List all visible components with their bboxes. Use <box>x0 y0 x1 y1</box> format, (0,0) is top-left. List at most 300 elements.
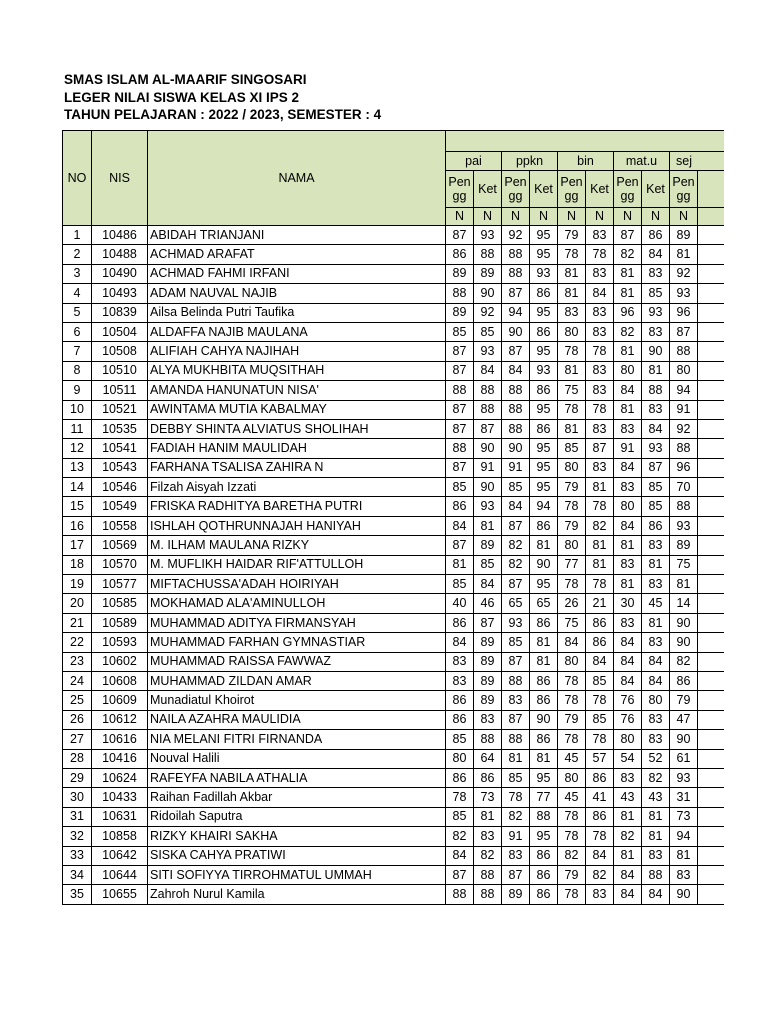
table-row <box>63 807 725 826</box>
cell-score: 86 <box>530 691 558 710</box>
cell-score: 76 <box>614 691 642 710</box>
cell-score: 84 <box>614 516 642 535</box>
cell-score: 78 <box>586 730 614 749</box>
table-row <box>63 516 725 535</box>
cell-score: 86 <box>530 613 558 632</box>
cell-score: 96 <box>670 303 698 322</box>
cell-score: 81 <box>558 284 586 303</box>
table-row <box>63 536 725 555</box>
cell-score: 95 <box>530 458 558 477</box>
cell-score: 84 <box>558 633 586 652</box>
header-n <box>698 208 725 226</box>
header-subject-sej: sej <box>670 152 725 171</box>
cell-score: 93 <box>474 497 502 516</box>
cell-score: 81 <box>614 807 642 826</box>
header-nis: NIS <box>92 131 148 226</box>
cell-score: 76 <box>614 710 642 729</box>
cell-score: 92 <box>502 226 530 245</box>
table-row <box>63 381 725 400</box>
cell-score: 88 <box>502 381 530 400</box>
header-ket <box>698 171 725 208</box>
header-n: N <box>670 208 698 226</box>
cell-score: 90 <box>474 284 502 303</box>
cell-score: 31 <box>670 788 698 807</box>
cell-nama: DEBBY SHINTA ALVIATUS SHOLIHAH <box>148 419 446 438</box>
cell-no: 2 <box>63 245 92 264</box>
cell-score: 89 <box>446 303 474 322</box>
table-row <box>63 865 725 884</box>
cell-nama: Raihan Fadillah Akbar <box>148 788 446 807</box>
table-row <box>63 303 725 322</box>
cell-score: 82 <box>502 807 530 826</box>
cell-score: 73 <box>670 807 698 826</box>
cell-score <box>698 846 725 865</box>
cell-score: 86 <box>530 419 558 438</box>
cell-score: 89 <box>474 264 502 283</box>
cell-score: 82 <box>502 536 530 555</box>
cell-score <box>698 768 725 787</box>
cell-score: 83 <box>642 846 670 865</box>
cell-score: 85 <box>446 322 474 341</box>
cell-score: 86 <box>530 322 558 341</box>
cell-score <box>698 865 725 884</box>
cell-score: 83 <box>446 671 474 690</box>
cell-score: 78 <box>558 885 586 904</box>
cell-no: 16 <box>63 516 92 535</box>
cell-nama: SITI SOFIYYA TIRROHMATUL UMMAH <box>148 865 446 884</box>
cell-score: 78 <box>558 827 586 846</box>
header-peng: Pengg <box>446 171 474 208</box>
cell-score: 88 <box>474 381 502 400</box>
cell-score: 84 <box>642 652 670 671</box>
cell-score: 86 <box>670 671 698 690</box>
header-nama: NAMA <box>148 131 446 226</box>
cell-score: 81 <box>614 342 642 361</box>
cell-score: 93 <box>474 342 502 361</box>
cell-score <box>698 497 725 516</box>
cell-score: 96 <box>614 303 642 322</box>
cell-score: 87 <box>502 342 530 361</box>
cell-score: 89 <box>446 264 474 283</box>
cell-score: 81 <box>670 846 698 865</box>
cell-no: 35 <box>63 885 92 904</box>
header-subject-bin: bin <box>558 152 614 171</box>
cell-score <box>698 342 725 361</box>
cell-score: 80 <box>558 322 586 341</box>
cell-score: 85 <box>586 710 614 729</box>
table-row <box>63 322 725 341</box>
cell-score: 88 <box>502 419 530 438</box>
cell-score: 83 <box>642 400 670 419</box>
cell-score: 70 <box>670 478 698 497</box>
cell-score: 91 <box>502 827 530 846</box>
cell-score: 94 <box>670 381 698 400</box>
cell-score: 84 <box>642 671 670 690</box>
cell-no: 27 <box>63 730 92 749</box>
cell-score <box>698 439 725 458</box>
cell-score: 84 <box>586 284 614 303</box>
cell-nis: 10546 <box>92 478 148 497</box>
cell-score <box>698 419 725 438</box>
cell-score: 81 <box>642 827 670 846</box>
header-subject-ppkn: ppkn <box>502 152 558 171</box>
table-row <box>63 497 725 516</box>
cell-score: 88 <box>446 885 474 904</box>
cell-score: 86 <box>642 516 670 535</box>
cell-score: 84 <box>614 652 642 671</box>
cell-score: 87 <box>502 710 530 729</box>
cell-no: 19 <box>63 575 92 594</box>
cell-score: 85 <box>642 284 670 303</box>
cell-score: 89 <box>670 226 698 245</box>
cell-nama: ALIFIAH CAHYA NAJIHAH <box>148 342 446 361</box>
cell-score: 78 <box>446 788 474 807</box>
cell-nis: 10493 <box>92 284 148 303</box>
cell-score: 84 <box>586 652 614 671</box>
cell-score <box>698 730 725 749</box>
cell-score: 78 <box>586 400 614 419</box>
cell-score: 93 <box>670 768 698 787</box>
cell-score: 83 <box>558 303 586 322</box>
cell-nis: 10616 <box>92 730 148 749</box>
cell-nis: 10608 <box>92 671 148 690</box>
cell-score: 81 <box>558 264 586 283</box>
header-n: N <box>530 208 558 226</box>
cell-nis: 10593 <box>92 633 148 652</box>
table-row <box>63 458 725 477</box>
cell-score: 85 <box>474 322 502 341</box>
cell-score: 85 <box>502 478 530 497</box>
header-n: N <box>614 208 642 226</box>
cell-no: 18 <box>63 555 92 574</box>
cell-nama: AWINTAMA MUTIA KABALMAY <box>148 400 446 419</box>
cell-score: 87 <box>474 613 502 632</box>
cell-score <box>698 555 725 574</box>
cell-score: 81 <box>614 575 642 594</box>
cell-score: 86 <box>446 710 474 729</box>
cell-score: 81 <box>586 536 614 555</box>
cell-score: 95 <box>530 342 558 361</box>
cell-nis: 10508 <box>92 342 148 361</box>
cell-score: 85 <box>474 555 502 574</box>
cell-score: 83 <box>586 885 614 904</box>
header-ket: Ket <box>586 171 614 208</box>
cell-nama: FRISKA RADHITYA BARETHA PUTRI <box>148 497 446 516</box>
cell-score: 88 <box>446 284 474 303</box>
cell-score: 86 <box>530 284 558 303</box>
cell-score: 80 <box>670 361 698 380</box>
cell-score: 80 <box>614 497 642 516</box>
cell-score: 82 <box>586 516 614 535</box>
cell-no: 7 <box>63 342 92 361</box>
cell-score: 93 <box>642 439 670 458</box>
cell-score: 80 <box>558 768 586 787</box>
cell-nama: Ailsa Belinda Putri Taufika <box>148 303 446 322</box>
table-row <box>63 749 725 768</box>
cell-score: 40 <box>446 594 474 613</box>
cell-score <box>698 536 725 555</box>
cell-score: 83 <box>502 691 530 710</box>
cell-score: 90 <box>502 439 530 458</box>
cell-score: 89 <box>474 691 502 710</box>
table-row <box>63 633 725 652</box>
cell-score: 93 <box>670 516 698 535</box>
cell-score: 78 <box>586 497 614 516</box>
cell-score: 83 <box>642 633 670 652</box>
cell-score: 77 <box>558 555 586 574</box>
cell-score: 90 <box>530 710 558 729</box>
cell-nama: MUHAMMAD ZILDAN AMAR <box>148 671 446 690</box>
cell-score <box>698 652 725 671</box>
cell-score: 81 <box>530 633 558 652</box>
cell-score <box>698 381 725 400</box>
cell-score: 83 <box>670 865 698 884</box>
cell-nis: 10486 <box>92 226 148 245</box>
table-row <box>63 361 725 380</box>
cell-score: 87 <box>502 652 530 671</box>
cell-score: 87 <box>642 458 670 477</box>
table-row <box>63 594 725 613</box>
cell-score <box>698 400 725 419</box>
cell-score <box>698 226 725 245</box>
cell-nis: 10858 <box>92 827 148 846</box>
cell-score: 88 <box>474 730 502 749</box>
cell-nama: RAFEYFA NABILA ATHALIA <box>148 768 446 787</box>
cell-score: 87 <box>446 361 474 380</box>
cell-nama: FADIAH HANIM MAULIDAH <box>148 439 446 458</box>
cell-score: 84 <box>614 885 642 904</box>
header-peng: Pengg <box>502 171 530 208</box>
cell-score: 87 <box>502 575 530 594</box>
cell-score: 78 <box>586 342 614 361</box>
cell-score: 85 <box>446 575 474 594</box>
cell-score: 84 <box>614 671 642 690</box>
cell-score: 81 <box>558 361 586 380</box>
table-row <box>63 264 725 283</box>
cell-score: 81 <box>586 555 614 574</box>
cell-nama: SISKA CAHYA PRATIWI <box>148 846 446 865</box>
cell-nis: 10631 <box>92 807 148 826</box>
table-row <box>63 691 725 710</box>
cell-score: 85 <box>502 633 530 652</box>
table-row <box>63 788 725 807</box>
cell-score: 82 <box>474 846 502 865</box>
cell-score: 47 <box>670 710 698 729</box>
cell-score: 95 <box>530 303 558 322</box>
cell-score: 81 <box>614 264 642 283</box>
cell-score: 86 <box>446 613 474 632</box>
cell-no: 24 <box>63 671 92 690</box>
table-row <box>63 710 725 729</box>
cell-nama: M. MUFLIKH HAIDAR RIF'ATTULLOH <box>148 555 446 574</box>
cell-score: 91 <box>502 458 530 477</box>
cell-score: 81 <box>642 555 670 574</box>
header-peng: Pengg <box>670 171 698 208</box>
cell-score: 88 <box>474 245 502 264</box>
cell-score: 89 <box>670 536 698 555</box>
cell-nis: 10510 <box>92 361 148 380</box>
cell-score: 82 <box>558 846 586 865</box>
cell-nama: MIFTACHUSSA'ADAH HOIRIYAH <box>148 575 446 594</box>
cell-no: 4 <box>63 284 92 303</box>
cell-score: 86 <box>642 226 670 245</box>
cell-score: 45 <box>642 594 670 613</box>
cell-score: 81 <box>670 575 698 594</box>
cell-score: 83 <box>642 730 670 749</box>
cell-nama: RIZKY KHAIRI SAKHA <box>148 827 446 846</box>
cell-score: 85 <box>642 497 670 516</box>
cell-score: 94 <box>670 827 698 846</box>
cell-score <box>698 633 725 652</box>
cell-score: 82 <box>614 827 642 846</box>
cell-score: 84 <box>642 245 670 264</box>
cell-score: 78 <box>558 575 586 594</box>
cell-nama: AMANDA HANUNATUN NISA' <box>148 381 446 400</box>
cell-nama: NIA MELANI FITRI FIRNANDA <box>148 730 446 749</box>
cell-score: 83 <box>586 381 614 400</box>
cell-score: 83 <box>642 322 670 341</box>
grade-sheet <box>62 130 724 912</box>
cell-no: 11 <box>63 419 92 438</box>
cell-score: 43 <box>642 788 670 807</box>
cell-score: 95 <box>530 827 558 846</box>
cell-score: 88 <box>502 671 530 690</box>
cell-score: 95 <box>530 439 558 458</box>
cell-nis: 10839 <box>92 303 148 322</box>
table-row <box>63 478 725 497</box>
cell-nis: 10612 <box>92 710 148 729</box>
cell-score <box>698 827 725 846</box>
cell-no: 32 <box>63 827 92 846</box>
cell-score: 78 <box>586 245 614 264</box>
cell-score: 92 <box>474 303 502 322</box>
header-n: N <box>446 208 474 226</box>
cell-nama: Munadiatul Khoirot <box>148 691 446 710</box>
cell-no: 22 <box>63 633 92 652</box>
cell-score: 57 <box>586 749 614 768</box>
cell-score: 87 <box>446 226 474 245</box>
table-row <box>63 730 725 749</box>
cell-score: 81 <box>474 807 502 826</box>
cell-score: 86 <box>530 516 558 535</box>
header-peng: Pengg <box>614 171 642 208</box>
cell-nama: Nouval Halili <box>148 749 446 768</box>
cell-score: 84 <box>446 846 474 865</box>
table-row <box>63 400 725 419</box>
cell-score: 73 <box>474 788 502 807</box>
cell-score: 78 <box>558 691 586 710</box>
cell-score: 65 <box>502 594 530 613</box>
cell-nis: 10589 <box>92 613 148 632</box>
cell-nama: Zahroh Nurul Kamila <box>148 885 446 904</box>
cell-score: 90 <box>642 342 670 361</box>
cell-score: 78 <box>558 807 586 826</box>
cell-score: 83 <box>642 575 670 594</box>
table-row <box>63 846 725 865</box>
cell-nis: 10511 <box>92 381 148 400</box>
cell-score <box>698 516 725 535</box>
cell-score: 89 <box>474 652 502 671</box>
cell-score: 90 <box>530 555 558 574</box>
cell-score: 83 <box>586 226 614 245</box>
cell-score: 87 <box>502 284 530 303</box>
cell-score: 90 <box>474 478 502 497</box>
cell-score: 92 <box>670 264 698 283</box>
cell-nis: 10570 <box>92 555 148 574</box>
cell-score: 84 <box>446 516 474 535</box>
cell-score: 80 <box>558 536 586 555</box>
cell-score: 78 <box>586 575 614 594</box>
table-row <box>63 245 725 264</box>
cell-no: 3 <box>63 264 92 283</box>
cell-score: 82 <box>670 652 698 671</box>
table-row <box>63 885 725 904</box>
header-ket: Ket <box>642 171 670 208</box>
cell-score: 79 <box>558 516 586 535</box>
table-row <box>63 555 725 574</box>
cell-nis: 10488 <box>92 245 148 264</box>
cell-score: 88 <box>502 264 530 283</box>
cell-nis: 10433 <box>92 788 148 807</box>
table-row <box>63 652 725 671</box>
cell-score: 46 <box>474 594 502 613</box>
cell-score <box>698 710 725 729</box>
cell-score <box>698 322 725 341</box>
cell-score: 87 <box>586 439 614 458</box>
cell-score: 83 <box>614 613 642 632</box>
cell-score: 83 <box>614 478 642 497</box>
cell-score: 88 <box>642 381 670 400</box>
cell-score: 90 <box>670 613 698 632</box>
cell-score: 86 <box>586 768 614 787</box>
table-row <box>63 768 725 787</box>
cell-score: 90 <box>670 730 698 749</box>
cell-no: 34 <box>63 865 92 884</box>
cell-score: 84 <box>614 381 642 400</box>
cell-score: 82 <box>614 245 642 264</box>
cell-score: 95 <box>530 575 558 594</box>
cell-score: 90 <box>670 885 698 904</box>
cell-score: 81 <box>642 613 670 632</box>
cell-no: 30 <box>63 788 92 807</box>
cell-score: 93 <box>530 361 558 380</box>
cell-no: 20 <box>63 594 92 613</box>
cell-score: 88 <box>446 439 474 458</box>
cell-score: 90 <box>670 633 698 652</box>
cell-nis: 10624 <box>92 768 148 787</box>
cell-score <box>698 303 725 322</box>
cell-score: 87 <box>446 400 474 419</box>
cell-no: 8 <box>63 361 92 380</box>
cell-score: 43 <box>614 788 642 807</box>
cell-score: 81 <box>530 749 558 768</box>
cell-nis: 10549 <box>92 497 148 516</box>
cell-score <box>698 807 725 826</box>
cell-score: 81 <box>446 555 474 574</box>
cell-score: 91 <box>474 458 502 477</box>
cell-score: 78 <box>558 245 586 264</box>
cell-score <box>698 691 725 710</box>
cell-score: 81 <box>474 516 502 535</box>
cell-score: 84 <box>614 865 642 884</box>
cell-score: 87 <box>474 419 502 438</box>
table-row <box>63 827 725 846</box>
cell-score: 87 <box>446 419 474 438</box>
cell-score: 80 <box>614 361 642 380</box>
cell-score: 85 <box>446 807 474 826</box>
header-subject-pai: pai <box>446 152 502 171</box>
cell-score: 84 <box>474 361 502 380</box>
